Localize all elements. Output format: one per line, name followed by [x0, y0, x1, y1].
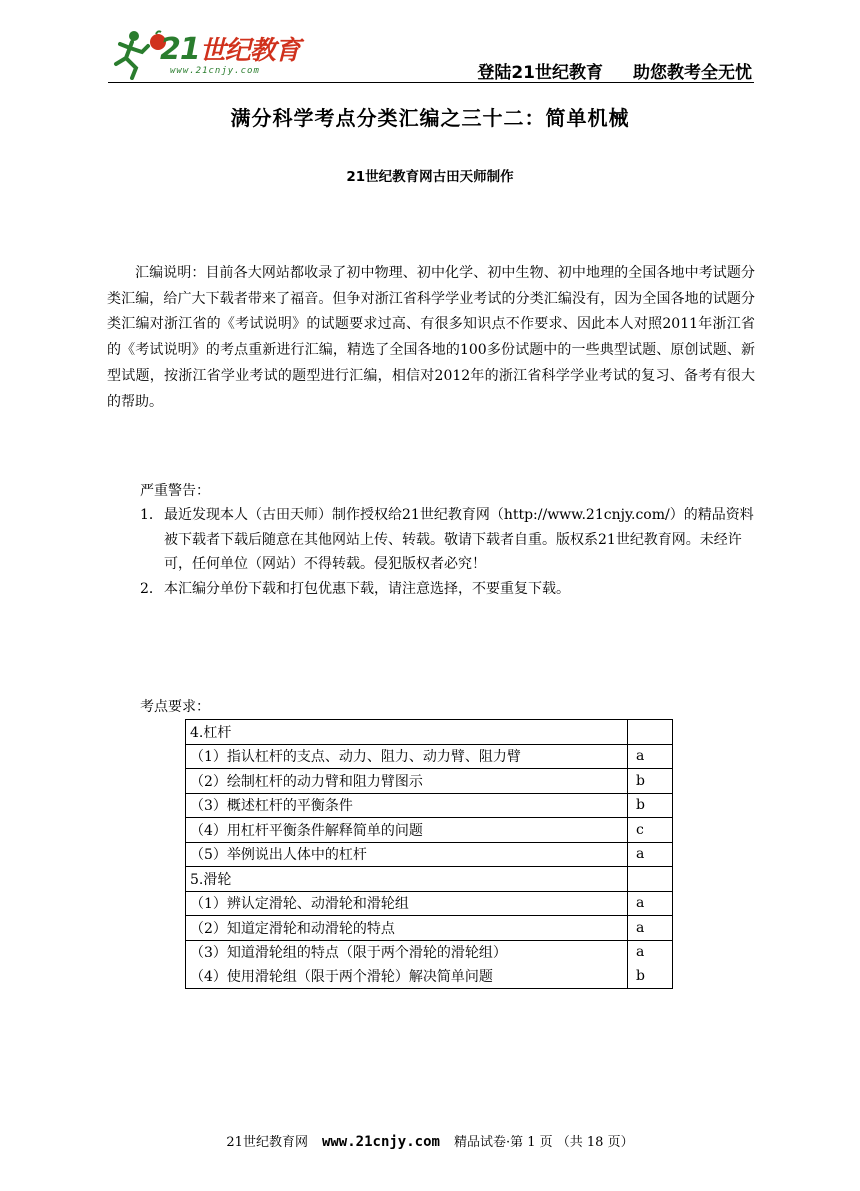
- footer-left: 21世纪教育网: [226, 1135, 308, 1150]
- item-cell: （2）绘制杠杆的动力臂和阻力臂图示: [186, 769, 628, 794]
- level-cell: [628, 867, 673, 892]
- table-row: [186, 940, 673, 964]
- requirements-heading: 考点要求：: [140, 699, 210, 715]
- slogan-right: 助您教考全无忧: [633, 63, 752, 83]
- item-cell: （1）辨认定滑轮、动滑轮和滑轮组: [186, 891, 628, 916]
- warning-item: 1． 最近发现本人（古田天师）制作授权给21世纪教育网（http://www.21cnjy.com/）的精品资料被下载者下载后随意在其他网站上传、转载。敬请下载者自重。版权系21世纪教育网。未经许可，任何单位（网站）不得转载。侵犯版权者必究！: [140, 507, 754, 572]
- item-cell: （3）概述杠杆的平衡条件: [186, 793, 628, 818]
- requirements-table: [185, 719, 673, 989]
- item-cell: 5.滑轮: [186, 867, 628, 892]
- level-cell: b: [628, 769, 673, 794]
- warning-item: 2． 本汇编分单份下载和打包优惠下载，请注意选择，不要重复下载。: [140, 580, 570, 597]
- level-cell: b: [628, 793, 673, 818]
- table-row: [186, 891, 673, 916]
- level-cell: c: [628, 818, 673, 843]
- intro-paragraph: 汇编说明：目前各大网站都收录了初中物理、初中化学、初中生物、初中地理的全国各地中考试题分类汇编，给广大下载者带来了福音。但争对浙江省科学学业考试的分类汇编没有，因为全国各地的试题分类汇编对浙江省的《考试说明》的试题要求过高、有很多知识点不作要求、因此本人对照2011年浙江省的《考试说明》的考点重新进行汇编，精选了全国各地的100多份试题中的一些典型试题、原创试题、新型试题，按浙江省学业考试的题型进行汇编，相信对2012年的浙江省科学学业考试的复习、备考有很大的帮助。: [107, 265, 755, 410]
- item-cell: （5）举例说出人体中的杠杆: [186, 842, 628, 867]
- level-cell: a: [628, 891, 673, 916]
- header-slogan: [477, 58, 752, 83]
- item-cell: （3）知道滑轮组的特点（限于两个滑轮的滑轮组）: [186, 940, 628, 964]
- level-cell: a: [628, 940, 673, 964]
- table-row: [186, 916, 673, 941]
- level-cell: b: [628, 964, 673, 988]
- table-row: [186, 793, 673, 818]
- slogan-left: 登陆21世纪教育: [477, 63, 603, 83]
- level-cell: a: [628, 842, 673, 867]
- footer-page-info: 精品试卷·第 1 页 （共 18 页）: [453, 1135, 634, 1150]
- table-row: [186, 818, 673, 843]
- table-row: [186, 842, 673, 867]
- table-row: [186, 744, 673, 769]
- page-subtitle: 21世纪教育网古田天师制作: [346, 169, 514, 185]
- level-cell: a: [628, 916, 673, 941]
- level-cell: a: [628, 744, 673, 769]
- logo-wordmark: 21世纪教育: [160, 32, 300, 67]
- table-row: [186, 720, 673, 745]
- item-cell: （1）指认杠杆的支点、动力、阻力、动力臂、阻力臂: [186, 744, 628, 769]
- level-cell: [628, 720, 673, 745]
- item-cell: （4）用杠杆平衡条件解释简单的问题: [186, 818, 628, 843]
- header-rule: [108, 82, 754, 83]
- warning-list: [140, 503, 756, 601]
- item-cell: （2）知道定滑轮和动滑轮的特点: [186, 916, 628, 941]
- table-row: [186, 964, 673, 988]
- item-cell: 4.杠杆: [186, 720, 628, 745]
- footer-site: www.21cnjy.com: [321, 1134, 440, 1150]
- warning-heading: 严重警告：: [140, 483, 210, 499]
- page-title: 满分科学考点分类汇编之三十二：简单机械: [230, 106, 630, 130]
- item-cell: （4）使用滑轮组（限于两个滑轮）解决简单问题: [186, 964, 628, 988]
- table-row: [186, 769, 673, 794]
- table-row: [186, 867, 673, 892]
- logo-url: www.21cnjy.com: [170, 66, 260, 76]
- page-footer: [0, 1131, 860, 1150]
